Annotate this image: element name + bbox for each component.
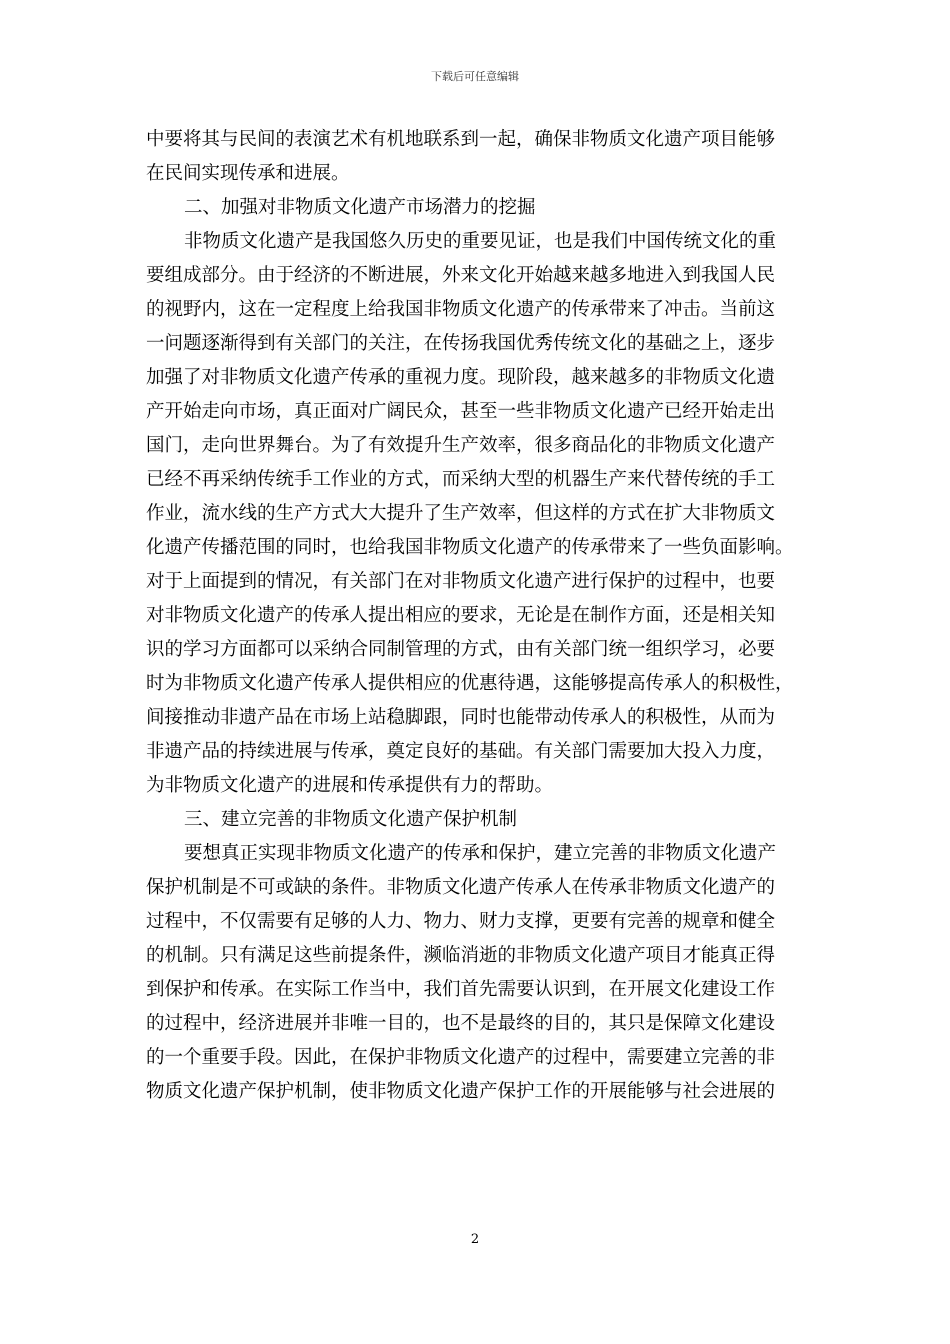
text-line: 对于上面提到的情况，有关部门在对非物质文化遗产进行保护的过程中，也要 <box>146 571 776 592</box>
text-line: 要组成部分。由于经济的不断进展，外来文化开始越来越多地进入到我国人民 <box>146 265 776 286</box>
text-line: 在民间实现传承和进展。 <box>146 163 350 184</box>
text-line: 的过程中，经济进展并非唯一目的，也不是最终的目的，其只是保障文化建设 <box>146 1013 776 1034</box>
text-line: 一问题逐渐得到有关部门的关注，在传扬我国优秀传统文化的基础之上，逐步 <box>146 333 776 354</box>
text-line: 化遗产传播范围的同时，也给我国非物质文化遗产的传承带来了一些负面影响。 <box>146 537 794 558</box>
text-line: 中要将其与民间的表演艺术有机地联系到一起，确保非物质文化遗产项目能够 <box>146 129 776 150</box>
section-heading: 三、建立完善的非物质文化遗产保护机制 <box>184 809 518 830</box>
text-line: 时为非物质文化遗产传承人提供相应的优惠待遇，这能够提高传承人的积极性， <box>146 673 794 694</box>
text-line: 过程中，不仅需要有足够的人力、物力、财力支撑，更要有完善的规章和健全 <box>146 911 776 932</box>
text-line: 识的学习方面都可以采纳合同制管理的方式，由有关部门统一组织学习，必要 <box>146 639 776 660</box>
page-header: 下载后可任意编辑 <box>431 70 519 83</box>
text-line: 间接推动非遗产品在市场上站稳脚跟，同时也能带动传承人的积极性，从而为 <box>146 707 776 728</box>
section-heading: 二、加强对非物质文化遗产市场潜力的挖掘 <box>184 197 536 218</box>
text-line: 的机制。只有满足这些前提条件，濒临消逝的非物质文化遗产项目才能真正得 <box>146 945 776 966</box>
text-line: 国门，走向世界舞台。为了有效提升生产效率，很多商品化的非物质文化遗产 <box>146 435 776 456</box>
text-line: 物质文化遗产保护机制，使非物质文化遗产保护工作的开展能够与社会进展的 <box>146 1081 776 1102</box>
text-line: 到保护和传承。在实际工作当中，我们首先需要认识到，在开展文化建设工作 <box>146 979 776 1000</box>
page-number: 2 <box>470 1232 480 1247</box>
text-line: 非遗产品的持续进展与传承，奠定良好的基础。有关部门需要加大投入力度， <box>146 741 776 762</box>
text-line: 的视野内，这在一定程度上给我国非物质文化遗产的传承带来了冲击。当前这 <box>146 299 776 320</box>
text-line: 的一个重要手段。因此，在保护非物质文化遗产的过程中，需要建立完善的非 <box>146 1047 776 1068</box>
text-line: 加强了对非物质文化遗产传承的重视力度。现阶段，越来越多的非物质文化遗 <box>146 367 776 388</box>
text-line: 要想真正实现非物质文化遗产的传承和保护，建立完善的非物质文化遗产 <box>184 843 777 864</box>
body-text <box>146 123 816 1109</box>
text-line: 作业，流水线的生产方式大大提升了生产效率，但这样的方式在扩大非物质文 <box>146 503 776 524</box>
text-line: 对非物质文化遗产的传承人提出相应的要求，无论是在制作方面，还是相关知 <box>146 605 776 626</box>
text-line: 非物质文化遗产是我国悠久历史的重要见证，也是我们中国传统文化的重 <box>184 231 777 252</box>
text-line: 已经不再采纳传统手工作业的方式，而采纳大型的机器生产来代替传统的手工 <box>146 469 776 490</box>
text-line: 保护机制是不可或缺的条件。非物质文化遗产传承人在传承非物质文化遗产的 <box>146 877 776 898</box>
text-line: 为非物质文化遗产的进展和传承提供有力的帮助。 <box>146 775 554 796</box>
text-line: 产开始走向市场，真正面对广阔民众，甚至一些非物质文化遗产已经开始走出 <box>146 401 776 422</box>
